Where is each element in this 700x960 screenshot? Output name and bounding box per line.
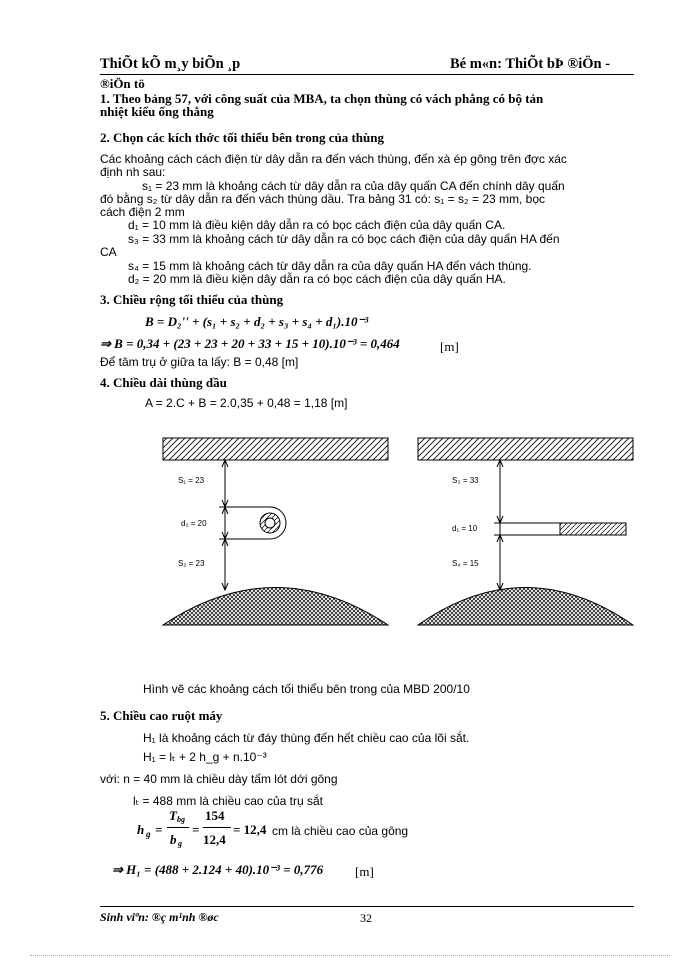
conductor-bar-right — [500, 523, 560, 535]
s2-line: cách điện 2 mm — [100, 205, 185, 219]
eq-sign: = — [192, 822, 200, 837]
hg-den-symbol: b — [170, 832, 177, 847]
width-calculation: ⇒ B = 0,34 + (23 + 23 + 20 + 33 + 15 + 10).10⁻³ = 0,464 — [100, 336, 400, 351]
label-d2: d₂ = 20 — [181, 519, 207, 528]
eq-sign: = — [155, 822, 163, 837]
width-formula: B = D₂'' + (s₁ + s₂ + d₂ + s₃ + s₄ + d₁).10⁻³ — [145, 314, 369, 329]
hg-symbol: h — [137, 822, 145, 837]
h1-definition: H₁ là khoảng cách từ đáy thùng đến hết chiều cao của lõi sắt. — [143, 731, 470, 745]
section-1-title-cont: nhiệt kiểu ống thẳng — [100, 104, 214, 119]
s2-line: s₃ = 33 mm là khoảng cách từ dây dẫn ra có bọc cách điện của dây quấn HA đến — [128, 232, 560, 246]
width-note: Để tâm trụ ở giữa ta lấy: B = 0,48 [m] — [100, 355, 299, 369]
footer-student: Sinh viªn: ®ç m¹nh ®øc — [100, 910, 219, 924]
hg-sub: g — [146, 829, 151, 839]
lt-definition: lₜ = 488 mm là chiều cao của trụ sắt — [133, 794, 323, 808]
right-diagram — [418, 438, 633, 625]
hg-den-value: 12,4 — [203, 832, 226, 847]
left-diagram — [163, 438, 388, 625]
section-3-title: 3. Chiều rộng tối thiểu của thùng — [100, 292, 284, 307]
clearance-diagram — [0, 425, 700, 685]
label-s1: S₁ = 23 — [178, 476, 205, 485]
s2-line: s₄ = 15 mm là khoảng cách từ dây dẫn ra của dây quấn HA đến vách thùng. — [128, 259, 532, 273]
hg-num-symbol: T — [169, 808, 177, 823]
h1-calculation: ⇒ H₁ = (488 + 2.124 + 40).10⁻³ = 0,776 — [112, 862, 324, 877]
insulation-right — [560, 523, 626, 535]
s2-line: d₂ = 20 mm là điều kiện dây dẫn ra có bọc cách điện của dây quấn HA. — [128, 272, 506, 286]
s2-line: Các khoảng cách cách điện từ dây dẫn ra đến vách thùng, đến xà ép gông trên đợc xác — [100, 152, 567, 166]
s2-line: định nh sau: — [100, 165, 166, 179]
label-s2: S₂ = 23 — [178, 559, 205, 568]
header-continued: ®iÖn tö — [100, 76, 145, 91]
label-d1: d₁ = 10 — [452, 524, 478, 533]
s2-line: s₁ = 23 mm là khoảng cách từ dây dẫn ra của dây quấn CA đến chính dây quấn — [142, 179, 565, 193]
section-1-title: 1. Theo bảng 57, với công suất của MBA, ta chọn thùng có vách phẳng có bộ tản — [100, 91, 544, 106]
top-yoke-left — [163, 438, 388, 460]
page-break — [30, 955, 670, 956]
core-left — [163, 588, 388, 626]
hg-description: cm là chiều cao của gông — [272, 824, 409, 838]
fraction-bar — [167, 827, 189, 828]
header-right: Bé m«n: ThiÕt bÞ ®iÖn - — [450, 56, 611, 72]
length-formula: A = 2.C + B = 2.0,35 + 0,48 = 1,18 [m] — [145, 396, 348, 410]
section-4-title: 4. Chiều dài thùng dầu — [100, 375, 227, 390]
s2-line: đó bằng s₂ từ dây dẫn ra đến vách thùng dầu. Tra bảng 31 có: s₁ = s₂ = 23 mm, bọc — [100, 192, 546, 206]
top-yoke-right — [418, 438, 633, 460]
s2-line: d₁ = 10 mm là điều kiện dây dẫn ra có bọc cách điện của dây quấn CA. — [128, 218, 506, 232]
header-left: ThiÕt kÕ m¸y biÕn ¸p — [100, 56, 241, 72]
hg-num-sub: bg — [177, 815, 185, 824]
hg-result: = 12,4 — [233, 822, 267, 837]
section-5-title: 5. Chiều cao ruột máy — [100, 708, 223, 723]
label-s4: S₄ = 15 — [452, 559, 479, 568]
page-number: 32 — [360, 911, 372, 925]
h1-formula: H₁ = lₜ + 2 h_g + n.10⁻³ — [143, 750, 267, 764]
figure-caption: Hình vẽ các khoảng cách tối thiểu bên trong của MBD 200/10 — [143, 682, 470, 696]
footer-rule — [100, 906, 634, 907]
header-rule — [100, 74, 634, 75]
hg-den-sub: g — [178, 839, 182, 848]
core-right — [418, 588, 633, 626]
fraction-bar — [203, 827, 231, 828]
n-definition: với: n = 40 mm là chiều dày tấm lót dới gông — [100, 772, 338, 786]
label-s3: S₃ = 33 — [452, 476, 479, 485]
s2-line: CA — [100, 245, 117, 259]
width-unit: [m] — [440, 339, 459, 354]
h1-unit: [m] — [355, 864, 374, 879]
hg-num-value: 154 — [205, 808, 225, 823]
section-2-title: 2. Chọn các kích thớc tối thiểu bên trong của thùng — [100, 130, 384, 145]
